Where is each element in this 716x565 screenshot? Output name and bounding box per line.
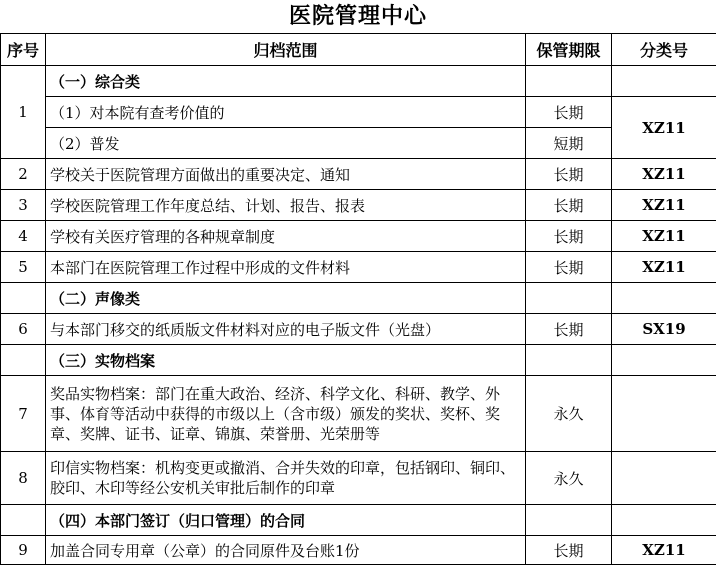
table-row	[1, 128, 716, 159]
code-cell: XZ11	[612, 252, 716, 283]
period-cell: 永久	[526, 452, 612, 505]
table-row	[1, 190, 716, 221]
section-row	[1, 283, 716, 314]
scope-cell: 印信实物档案：机构变更或撤消、合并失效的印章，包括钢印、铜印、胶印、木印等经公安机关审批后制作的印章	[46, 452, 526, 505]
row-number: 3	[1, 190, 46, 221]
section-row	[1, 66, 716, 97]
scope-cell: 学校医院管理工作年度总结、计划、报告、报表	[46, 190, 526, 221]
section-title: （三）实物档案	[46, 345, 526, 376]
scope-cell: 学校关于医院管理方面做出的重要决定、通知	[46, 159, 526, 190]
row-number: 5	[1, 252, 46, 283]
scope-cell: 奖品实物档案：部门在重大政治、经济、科学文化、科研、教学、外事、体育等活动中获得的市级以上（含市级）颁发的奖状、奖杯、奖章、奖牌、证书、证章、锦旗、荣誉册、光荣册等	[46, 376, 526, 452]
code-cell: SX19	[612, 314, 716, 345]
table-row	[1, 252, 716, 283]
code-cell: XZ11	[612, 159, 716, 190]
empty-cell	[1, 505, 46, 536]
scope-cell: （1）对本院有查考价值的	[46, 97, 526, 128]
code-cell: XZ11	[612, 221, 716, 252]
code-cell	[612, 376, 716, 452]
header-code: 分类号	[612, 34, 716, 66]
table-row	[1, 221, 716, 252]
row-number: 7	[1, 376, 46, 452]
table-row	[1, 314, 716, 345]
period-cell: 长期	[526, 159, 612, 190]
empty-cell	[526, 345, 612, 376]
row-number: 1	[1, 66, 46, 159]
code-cell	[612, 452, 716, 505]
page-title: 医院管理中心	[288, 3, 427, 29]
empty-cell	[612, 505, 716, 536]
row-number: 9	[1, 536, 46, 565]
header-seq: 序号	[1, 34, 46, 66]
empty-cell	[612, 283, 716, 314]
table-row	[1, 452, 716, 505]
empty-cell	[1, 283, 46, 314]
code-cell: XZ11	[612, 536, 716, 565]
section-title: （四）本部门签订（归口管理）的合同	[46, 505, 526, 536]
period-cell: 长期	[526, 190, 612, 221]
empty-cell	[612, 345, 716, 376]
row-number: 4	[1, 221, 46, 252]
section-title: （二）声像类	[46, 283, 526, 314]
period-cell: 长期	[526, 221, 612, 252]
row-number: 2	[1, 159, 46, 190]
header-period: 保管期限	[526, 34, 612, 66]
period-cell: 短期	[526, 128, 612, 159]
scope-cell: 与本部门移交的纸质版文件材料对应的电子版文件（光盘）	[46, 314, 526, 345]
period-cell: 长期	[526, 536, 612, 565]
row-number: 8	[1, 452, 46, 505]
table-row	[1, 159, 716, 190]
table-row	[1, 376, 716, 452]
header-scope: 归档范围	[46, 34, 526, 66]
header-row	[1, 34, 716, 66]
period-cell: 长期	[526, 97, 612, 128]
archive-table	[0, 33, 716, 565]
section-row	[1, 505, 716, 536]
section-title: （一）综合类	[46, 66, 526, 97]
empty-cell	[526, 505, 612, 536]
table-row	[1, 97, 716, 128]
empty-cell	[612, 66, 716, 97]
scope-cell: 学校有关医疗管理的各种规章制度	[46, 221, 526, 252]
table-row	[1, 536, 716, 565]
scope-cell: 本部门在医院管理工作过程中形成的文件材料	[46, 252, 526, 283]
empty-cell	[526, 66, 612, 97]
empty-cell	[526, 283, 612, 314]
period-cell: 永久	[526, 376, 612, 452]
code-cell: XZ11	[612, 190, 716, 221]
scope-cell: （2）普发	[46, 128, 526, 159]
scope-cell: 加盖合同专用章（公章）的合同原件及台账1份	[46, 536, 526, 565]
period-cell: 长期	[526, 252, 612, 283]
section-row	[1, 345, 716, 376]
period-cell: 长期	[526, 314, 612, 345]
row-number: 6	[1, 314, 46, 345]
code-cell: XZ11	[612, 97, 716, 159]
empty-cell	[1, 345, 46, 376]
